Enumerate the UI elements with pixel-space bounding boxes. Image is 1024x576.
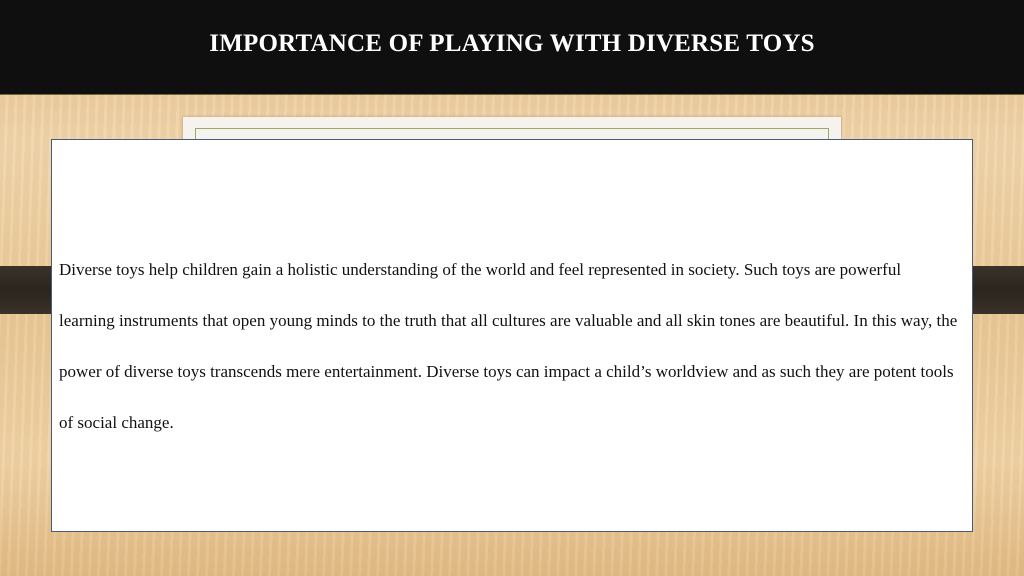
wood-dark-band-right — [972, 266, 1024, 314]
header-bar — [0, 0, 1024, 95]
page-title: IMPORTANCE OF PLAYING WITH DIVERSE TOYS — [209, 30, 815, 57]
wood-dark-band-left — [0, 266, 52, 314]
body-text: Diverse toys help children gain a holistic understanding of the world and feel represented in society. Such toys are powerful learning instruments that open young minds to the truth that all cultures are valuable and all skin tones are beautiful. In this way, the power of diverse toys transcends mere entertainment. Diverse toys can impact a child’s worldview and as such they are potent tools of social change. — [59, 260, 958, 432]
content-card — [51, 139, 973, 532]
